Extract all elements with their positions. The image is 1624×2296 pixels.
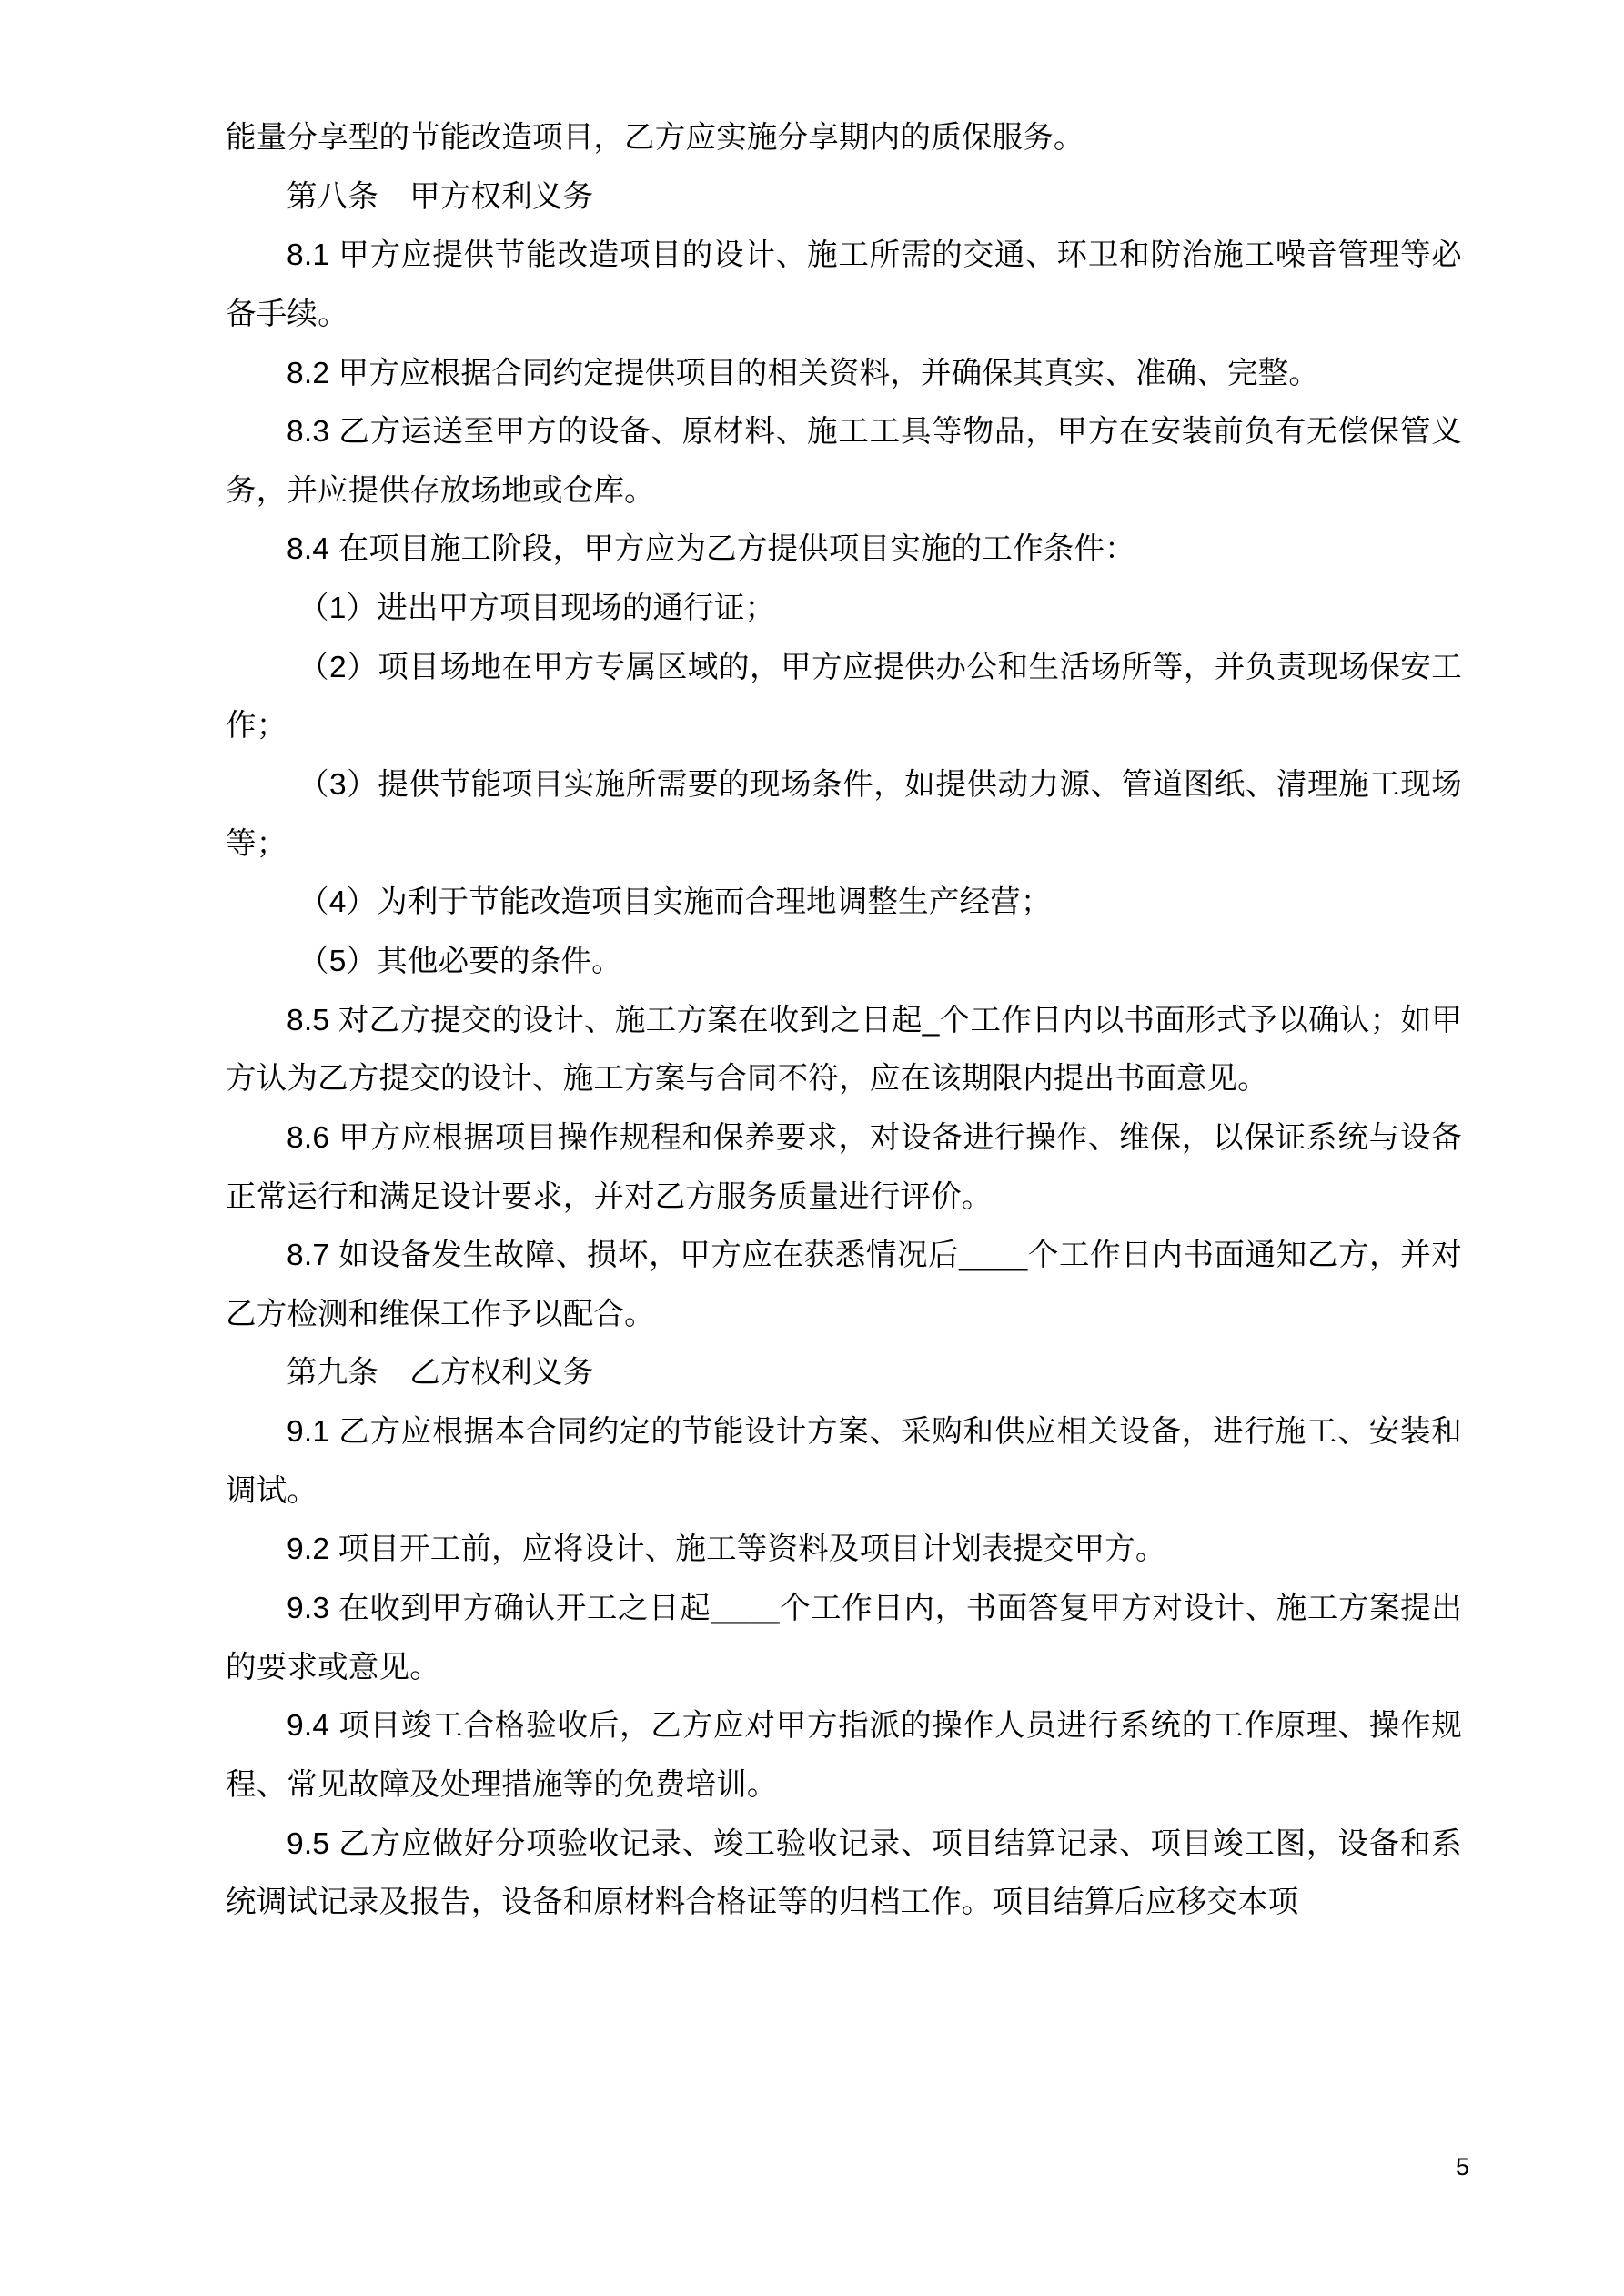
paragraph-8-1: 8.1 甲方应提供节能改造项目的设计、施工所需的交通、环卫和防治施工噪音管理等必备手续。 <box>226 238 1462 331</box>
heading-article-nine-label: 第九条 <box>287 1356 379 1391</box>
paragraph-8-6: 8.6 甲方应根据项目操作规程和保养要求，对设备进行操作、维保，以保证系统与设备正常运行和满足设计要求，并对乙方服务质量进行评价。 <box>226 1120 1462 1214</box>
paragraph-8-4-item-3: （3）提供节能项目实施所需要的现场条件，如提供动力源、管道图纸、清理施工现场等； <box>226 768 1462 861</box>
paragraph-8-4: 8.4 在项目施工阶段，甲方应为乙方提供项目实施的工作条件： <box>287 532 1135 567</box>
paragraph-8-2: 8.2 甲方应根据合同约定提供项目的相关资料，并确保其真实、准确、完整。 <box>287 356 1320 390</box>
paragraph-9-2: 9.2 项目开工前，应将设计、施工等资料及项目计划表提交甲方。 <box>287 1532 1166 1567</box>
heading-article-nine <box>226 1344 1462 1403</box>
heading-article-eight-label: 第八条 <box>287 179 379 214</box>
document-body <box>226 109 1462 1933</box>
paragraph-8-4-item-2: （2）项目场地在甲方专属区域的，甲方应提供办公和生活场所等，并负责现场保安工作； <box>226 650 1462 743</box>
paragraph-8-4-item-4: （4）为利于节能改造项目实施而合理地调整生产经营； <box>298 885 1052 920</box>
heading-article-eight-title: 甲方权利义务 <box>409 179 594 214</box>
paragraph-9-4: 9.4 项目竣工合格验收后，乙方应对甲方指派的操作人员进行系统的工作原理、操作规程、常见故障及处理措施等的免费培训。 <box>226 1709 1462 1802</box>
heading-article-eight <box>226 168 1462 228</box>
heading-article-nine-title: 乙方权利义务 <box>409 1356 594 1391</box>
paragraph-9-1: 9.1 乙方应根据本合同约定的节能设计方案、采购和供应相关设备，进行施工、安装和调试。 <box>226 1415 1462 1508</box>
page-number: 5 <box>1455 2153 1469 2180</box>
paragraph-8-5: 8.5 对乙方提交的设计、施工方案在收到之日起_个工作日内以书面形式予以确认；如甲方认为乙方提交的设计、施工方案与合同不符，应在该期限内提出书面意见。 <box>226 1003 1462 1097</box>
paragraph-9-5: 9.5 乙方应做好分项验收记录、竣工验收记录、项目结算记录、项目竣工图，设备和系统调试记录及报告，设备和原材料合格证等的归档工作。项目结算后应移交本项 <box>226 1826 1462 1920</box>
paragraph-8-4-item-5: （5）其他必要的条件。 <box>298 944 622 978</box>
paragraph-8-7: 8.7 如设备发生故障、损坏，甲方应在获悉情况后____个工作日内书面通知乙方，并对乙方检测和维保工作予以配合。 <box>226 1239 1462 1331</box>
paragraph-continued-text: 能量分享型的节能改造项目，乙方应实施分享期内的质保服务。 <box>226 121 1084 155</box>
paragraph-8-4-item-1: （1）进出甲方项目现场的通行证； <box>298 592 776 626</box>
paragraph-8-3: 8.3 乙方运送至甲方的设备、原材料、施工工具等物品，甲方在安装前负有无偿保管义务，并应提供存放场地或仓库。 <box>226 415 1462 508</box>
paragraph-9-3: 9.3 在收到甲方确认开工之日起____个工作日内，书面答复甲方对设计、施工方案提出的要求或意见。 <box>226 1592 1462 1684</box>
